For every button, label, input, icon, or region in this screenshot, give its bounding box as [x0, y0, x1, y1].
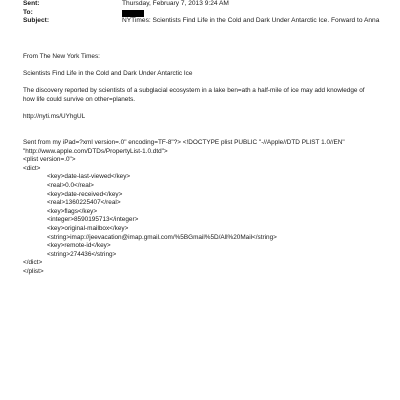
- dict-line: <string>274436</string>: [47, 250, 117, 258]
- dict-line: <real>0.0</real>: [47, 181, 94, 189]
- plist-open: <plist version=.0">: [23, 156, 76, 164]
- dict-line: <key>remote-id</key>: [47, 242, 111, 250]
- sent-value: Thursday, February 7, 2013 9:24 AM: [122, 0, 229, 7]
- sent-label: Sent:: [23, 0, 40, 7]
- dtd-line: "http://www.apple.com/DTDs/PropertyList-1.0.dtd">: [23, 147, 168, 155]
- subject-row: [23, 17, 392, 26]
- subject-value: NYTimes: Scientists Find Life in the Cold and Dark Under Antarctic Ice. Forward to Anna: [122, 17, 380, 24]
- dict-line: <key>date-received</key>: [47, 190, 123, 198]
- dict-line: <real>1360225407</real>: [47, 199, 121, 207]
- dict-line: <key>flags</key>: [47, 207, 98, 215]
- summary-paragraph: The discovery reported by scientists of a subglacial ecosystem in a lake ben=ath a half-mile of ice may add knowledge of how life could survive on other=planets.: [23, 87, 365, 103]
- dict-line: <key>original-mailbox</key>: [47, 224, 129, 232]
- dict-open: <dict>: [23, 164, 41, 172]
- plist-close: </plist>: [23, 267, 44, 275]
- subject-label: Subject:: [23, 17, 50, 24]
- from-line: From The New York Times:: [23, 53, 100, 60]
- dict-line: <key>date-last-viewed</key>: [47, 173, 131, 181]
- article-link[interactable]: http://nyti.ms/UYhgUL: [23, 113, 86, 120]
- dict-line: <string>imap://jeevacation@imap.gmail.com/%5BGmail%5D/All%20Mail</string>: [47, 233, 277, 241]
- plist-block: [23, 139, 383, 277]
- headline: Scientists Find Life in the Cold and Dark Under Antarctic Ice: [23, 70, 193, 77]
- dict-close: </dict>: [23, 259, 43, 267]
- sent-from-line: Sent from my iPad=?xml version=.0" encoding=TF-8"?> <!DOCTYPE plist PUBLIC "-//Apple//DTD PLIST 1.0//EN": [23, 139, 345, 146]
- redaction-box: [122, 10, 144, 17]
- dict-line: <integer>8590195713</integer>: [47, 216, 139, 224]
- to-label: To:: [23, 8, 33, 16]
